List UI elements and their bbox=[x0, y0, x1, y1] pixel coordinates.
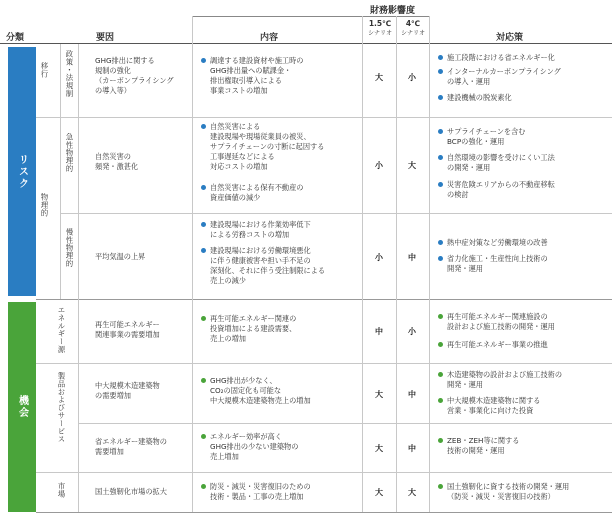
measure-line: （防災・減災・災害復旧の技術） bbox=[447, 492, 555, 501]
measure-line: の検討 bbox=[447, 190, 469, 199]
measure-line: 技術の開発・運用 bbox=[447, 446, 505, 455]
row-divider bbox=[36, 472, 612, 473]
bullet-dot-icon bbox=[438, 155, 443, 160]
measure-line: BCPの強化・運用 bbox=[447, 137, 505, 146]
content-line: 防災・減災・災害復旧のための bbox=[210, 482, 311, 491]
content-line: 調達する建設資材や施工時の bbox=[210, 56, 304, 65]
bullet-dot-icon bbox=[438, 69, 443, 74]
header-content: 内容 bbox=[260, 33, 279, 43]
content-line: 売上増加 bbox=[210, 452, 239, 461]
measure-bullet bbox=[447, 238, 548, 248]
impact-4: 小 bbox=[408, 73, 416, 82]
measure-line: 再生可能エネルギー事業の推進 bbox=[447, 340, 548, 349]
opp-products-label: 製品およびサービス bbox=[57, 372, 66, 444]
bullet-dot-icon bbox=[201, 124, 206, 129]
bullet-dot-icon bbox=[201, 434, 206, 439]
bullet-dot-icon bbox=[438, 95, 443, 100]
measure-line: の開発・運用 bbox=[447, 163, 491, 172]
measure-line: 災害危険エリアからの不動産移転 bbox=[447, 180, 555, 189]
col-divider bbox=[192, 44, 193, 512]
row-divider bbox=[36, 117, 60, 118]
bullet-dot-icon bbox=[438, 55, 443, 60]
header-vline bbox=[192, 16, 193, 44]
measure-bullet bbox=[447, 312, 555, 332]
impact-4: 中 bbox=[408, 390, 416, 399]
content-line: CO₂の固定化も可能な bbox=[210, 386, 282, 395]
risk-policy-label: 政策・法規制 bbox=[65, 50, 74, 98]
content-line: サプライチェーンの寸断に起因する bbox=[210, 142, 325, 151]
header-financial-impact: 財務影響度 bbox=[370, 6, 416, 16]
content-line: 排出権取引導入による bbox=[210, 76, 282, 85]
col-divider bbox=[362, 44, 363, 512]
content-line: による労務コストの増加 bbox=[210, 230, 290, 239]
bullet-dot-icon bbox=[438, 314, 443, 319]
content-line: GHG排出量への賦課金・ bbox=[210, 66, 292, 75]
col-divider bbox=[429, 44, 430, 512]
bullet-dot-icon bbox=[438, 438, 443, 443]
factor-line: 中大規模木造建築物 bbox=[95, 381, 160, 390]
measure-line: 木造建築物の設計および施工技術の bbox=[447, 370, 563, 379]
measure-bullet bbox=[447, 67, 561, 87]
factor-line: 規制の強化 bbox=[95, 66, 131, 75]
measure-bullet bbox=[447, 180, 555, 200]
header-divider bbox=[192, 16, 429, 17]
content-line: GHG排出が少なく、 bbox=[210, 376, 277, 385]
content-line: 技術・製品・工事の売上増加 bbox=[210, 492, 304, 501]
factor-text bbox=[95, 320, 160, 340]
header-scenario-4-sub: シナリオ bbox=[401, 30, 425, 37]
opp-market-label: 市場 bbox=[57, 482, 66, 498]
measure-line: 開発・運用 bbox=[447, 264, 483, 273]
bullet-dot-icon bbox=[438, 398, 443, 403]
factor-text bbox=[95, 487, 167, 497]
table-bottom-rule bbox=[36, 512, 612, 513]
measure-line: 設計および施工技術の開発・運用 bbox=[447, 322, 555, 331]
opp-energy-label: エネルギー源 bbox=[57, 306, 66, 354]
content-line: エネルギー効率が高く bbox=[210, 432, 282, 441]
bullet-dot-icon bbox=[438, 240, 443, 245]
content-line: 工事遅延などによる bbox=[210, 152, 275, 161]
measure-bullet bbox=[447, 53, 555, 63]
measure-bullet bbox=[447, 153, 555, 173]
measure-line: の導入・運用 bbox=[447, 77, 491, 86]
content-bullet bbox=[210, 482, 311, 502]
impact-15: 小 bbox=[375, 161, 383, 170]
measure-line: 建設機械の脱炭素化 bbox=[447, 93, 512, 102]
impact-4: 小 bbox=[408, 327, 416, 336]
measure-line: 国土強靭化に資する技術の開発・運用 bbox=[447, 482, 570, 491]
content-line: に伴う健康被害や担い手不足の bbox=[210, 256, 311, 265]
factor-line: 平均気温の上昇 bbox=[95, 252, 146, 261]
measure-bullet bbox=[447, 436, 519, 456]
measure-bullet bbox=[447, 340, 548, 350]
risk-acute-label: 急性物理的 bbox=[65, 133, 74, 173]
factor-line: 国土強靭化市場の拡大 bbox=[95, 487, 167, 496]
impact-4: 中 bbox=[408, 253, 416, 262]
content-bullet bbox=[210, 376, 311, 406]
impact-15: 中 bbox=[375, 327, 383, 336]
bullet-dot-icon bbox=[201, 222, 206, 227]
bullet-dot-icon bbox=[438, 484, 443, 489]
header-vline bbox=[396, 16, 397, 44]
content-bullet bbox=[210, 432, 298, 462]
header-scenario-4: 4℃ bbox=[405, 19, 421, 28]
content-line: GHG排出の少ない建築物の bbox=[210, 442, 299, 451]
factor-text bbox=[95, 252, 145, 262]
header-countermeasure: 対応策 bbox=[496, 33, 524, 43]
measure-line: インターナルカーボンプライシング bbox=[447, 67, 561, 76]
header-category: 分類 bbox=[6, 33, 25, 43]
col-divider bbox=[60, 44, 61, 299]
bullet-dot-icon bbox=[438, 372, 443, 377]
content-line: 投資増加による建設需要、 bbox=[210, 324, 297, 333]
measure-bullet bbox=[447, 482, 569, 502]
bullet-dot-icon bbox=[438, 342, 443, 347]
header-bottom-rule bbox=[0, 43, 612, 44]
impact-15: 大 bbox=[375, 73, 383, 82]
measure-line: 熱中症対策など労働環境の改善 bbox=[447, 238, 548, 247]
factor-line: の需要増加 bbox=[95, 391, 131, 400]
bullet-dot-icon bbox=[201, 484, 206, 489]
content-line: 自然災害による保有不動産の bbox=[210, 183, 304, 192]
factor-text bbox=[95, 381, 160, 401]
content-line: 対応コストの増加 bbox=[210, 162, 268, 171]
content-line: 再生可能エネルギー関連の bbox=[210, 314, 297, 323]
measure-line: 省力化施工・生産性向上技術の bbox=[447, 254, 548, 263]
opportunity-band: 機会 bbox=[8, 302, 36, 512]
bullet-dot-icon bbox=[438, 129, 443, 134]
content-line: 中大規模木造建築物売上の増加 bbox=[210, 396, 311, 405]
measure-bullet bbox=[447, 396, 540, 416]
content-bullet bbox=[210, 56, 303, 96]
impact-15: 小 bbox=[375, 253, 383, 262]
row-divider bbox=[60, 213, 612, 214]
factor-line: 自然災害の bbox=[95, 152, 131, 161]
content-bullet bbox=[210, 246, 325, 286]
measure-bullet bbox=[447, 254, 548, 274]
impact-15: 大 bbox=[375, 444, 383, 453]
risk-chronic-label: 慢性物理的 bbox=[65, 228, 74, 268]
content-line: 資産価値の減少 bbox=[210, 193, 261, 202]
measure-bullet bbox=[447, 370, 562, 390]
content-line: 深刻化、それに伴う受注制限による bbox=[210, 266, 326, 275]
measure-line: 施工段階における省エネルギー化 bbox=[447, 53, 555, 62]
content-line: 自然災害による bbox=[210, 122, 261, 131]
content-line: 建設現場における労働環境悪化 bbox=[210, 246, 311, 255]
col-divider bbox=[78, 299, 79, 512]
row-divider bbox=[60, 117, 612, 118]
measure-bullet bbox=[447, 93, 512, 103]
factor-text bbox=[95, 152, 138, 172]
bullet-dot-icon bbox=[438, 256, 443, 261]
factor-line: の導入等） bbox=[95, 86, 131, 95]
factor-text bbox=[95, 437, 167, 457]
impact-4: 大 bbox=[408, 161, 416, 170]
header-vline bbox=[429, 16, 430, 44]
risk-band: リスク bbox=[8, 47, 36, 296]
bullet-dot-icon bbox=[201, 58, 206, 63]
content-bullet bbox=[210, 220, 311, 240]
measure-line: サプライチェーンを含む bbox=[447, 127, 526, 136]
impact-15: 大 bbox=[375, 390, 383, 399]
row-divider bbox=[36, 363, 612, 364]
risk-transition-label: 移行 bbox=[40, 62, 49, 78]
factor-text bbox=[95, 56, 174, 96]
measure-line: 再生可能エネルギー関連施設の bbox=[447, 312, 548, 321]
row-divider bbox=[78, 423, 612, 424]
content-bullet bbox=[210, 183, 303, 203]
impact-15: 大 bbox=[375, 488, 383, 497]
content-bullet bbox=[210, 314, 296, 344]
section-divider bbox=[36, 299, 612, 300]
col-divider bbox=[78, 44, 79, 299]
col-divider bbox=[396, 44, 397, 512]
content-line: 売上の減少 bbox=[210, 276, 246, 285]
content-line: 建設現場や現場従業員の被災、 bbox=[210, 132, 311, 141]
measure-bullet bbox=[447, 127, 526, 147]
factor-line: 関連事業の需要増加 bbox=[95, 330, 160, 339]
risk-physical-label: 物理的 bbox=[40, 193, 49, 217]
factor-line: 省エネルギー建築物の bbox=[95, 437, 167, 446]
bullet-dot-icon bbox=[201, 185, 206, 190]
factor-line: 需要増加 bbox=[95, 447, 124, 456]
content-bullet bbox=[210, 122, 324, 172]
content-line: 売上の増加 bbox=[210, 334, 246, 343]
bullet-dot-icon bbox=[201, 248, 206, 253]
header-scenario-15: 1.5℃ bbox=[368, 19, 392, 28]
impact-4: 中 bbox=[408, 444, 416, 453]
measure-line: 中大規模木造建築物に関する bbox=[447, 396, 541, 405]
measure-line: 営業・事業化に向けた投資 bbox=[447, 406, 534, 415]
bullet-dot-icon bbox=[438, 182, 443, 187]
factor-line: 頻発・激甚化 bbox=[95, 162, 139, 171]
header-scenario-15-sub: シナリオ bbox=[368, 30, 392, 37]
factor-line: GHG排出に関する bbox=[95, 56, 155, 65]
bullet-dot-icon bbox=[201, 378, 206, 383]
content-line: 事業コストの増加 bbox=[210, 86, 268, 95]
factor-line: （カーボンプライシング bbox=[95, 76, 174, 85]
impact-4: 大 bbox=[408, 488, 416, 497]
header-factor: 要因 bbox=[96, 33, 115, 43]
measure-line: 自然環境の影響を受けにくい工法 bbox=[447, 153, 555, 162]
factor-line: 再生可能エネルギー bbox=[95, 320, 160, 329]
measure-line: 開発・運用 bbox=[447, 380, 483, 389]
header-vline bbox=[362, 16, 363, 44]
content-line: 建設現場における作業効率低下 bbox=[210, 220, 311, 229]
table-header bbox=[0, 0, 612, 44]
measure-line: ZEB・ZEH等に関する bbox=[447, 436, 520, 445]
bullet-dot-icon bbox=[201, 316, 206, 321]
